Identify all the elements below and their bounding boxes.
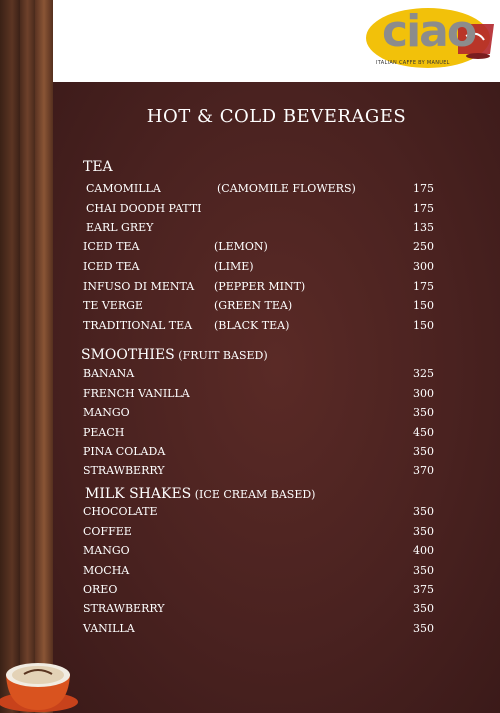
coffee-cup-image — [0, 640, 80, 713]
item-price: 370 — [413, 464, 434, 477]
menu-item — [0, 564, 500, 580]
item-price: 350 — [413, 445, 434, 458]
item-name: VANILLA — [83, 622, 135, 635]
menu-item — [0, 280, 500, 296]
section-note: (FRUIT BASED) — [174, 349, 268, 362]
menu-item — [0, 387, 500, 403]
menu-item — [0, 583, 500, 599]
menu-item — [0, 622, 500, 638]
menu-item — [0, 319, 500, 335]
menu-item — [0, 406, 500, 422]
menu-item — [0, 202, 500, 218]
section-heading — [85, 486, 315, 502]
item-price: 300 — [413, 260, 434, 273]
section-note: (ICE CREAM BASED) — [191, 488, 316, 501]
item-price: 350 — [413, 505, 434, 518]
item-name: PINA COLADA — [83, 445, 166, 458]
logo-tagline: ITALIAN CAFFE BY MANUEL — [376, 60, 450, 66]
item-description: (LIME) — [214, 260, 254, 273]
item-name: ICED TEA — [83, 260, 140, 273]
item-name: STRAWBERRY — [83, 602, 165, 615]
menu-item — [0, 544, 500, 560]
menu-item — [0, 464, 500, 480]
item-price: 150 — [413, 299, 434, 312]
item-price: 135 — [413, 221, 434, 234]
item-description: (LEMON) — [214, 240, 268, 253]
item-name: INFUSO DI MENTA — [83, 280, 195, 293]
menu-item — [0, 221, 500, 237]
section-title: TEA — [83, 159, 113, 175]
menu-item — [0, 182, 500, 198]
item-name: PEACH — [83, 426, 125, 439]
item-name: MANGO — [83, 406, 130, 419]
item-name: TRADITIONAL TEA — [83, 319, 193, 332]
section-heading — [81, 347, 268, 363]
menu-item — [0, 240, 500, 256]
item-price: 250 — [413, 240, 434, 253]
item-price: 175 — [413, 280, 434, 293]
item-description: (CAMOMILE FLOWERS) — [217, 182, 356, 195]
item-name: TE VERGE — [83, 299, 143, 312]
item-description: (GREEN TEA) — [214, 299, 293, 312]
item-price: 350 — [413, 525, 434, 538]
item-description: (BLACK TEA) — [214, 319, 290, 332]
menu-item — [0, 367, 500, 383]
item-price: 350 — [413, 564, 434, 577]
item-price: 175 — [413, 182, 434, 195]
item-name: CHAI DOODH PATTI — [86, 202, 202, 215]
menu-item — [0, 525, 500, 541]
coffee-cup-icon — [0, 640, 80, 713]
item-price: 175 — [413, 202, 434, 215]
item-price: 350 — [413, 622, 434, 635]
item-price: 325 — [413, 367, 434, 380]
item-name: ICED TEA — [83, 240, 140, 253]
menu-item — [0, 299, 500, 315]
page-title: HOT & COLD BEVERAGES — [146, 106, 407, 127]
item-price: 350 — [413, 602, 434, 615]
menu-item — [0, 602, 500, 618]
item-price: 450 — [413, 426, 434, 439]
item-name: STRAWBERRY — [83, 464, 165, 477]
menu-item — [0, 445, 500, 461]
item-description: (PEPPER MINT) — [214, 280, 306, 293]
item-name: MOCHA — [83, 564, 130, 577]
item-price: 300 — [413, 387, 434, 400]
item-price: 150 — [413, 319, 434, 332]
item-name: BANANA — [83, 367, 135, 380]
item-name: FRENCH VANILLA — [83, 387, 190, 400]
item-name: COFFEE — [83, 525, 132, 538]
section-heading — [83, 159, 113, 175]
item-name: CHOCOLATE — [83, 505, 158, 518]
item-name: MANGO — [83, 544, 130, 557]
logo-wordmark: ciao — [382, 6, 476, 57]
section-title: MILK SHAKES — [85, 486, 192, 502]
item-price: 400 — [413, 544, 434, 557]
ciao-logo — [366, 8, 494, 72]
section-title: SMOOTHIES — [81, 347, 175, 363]
item-name: CAMOMILLA — [86, 182, 161, 195]
item-name: OREO — [83, 583, 118, 596]
item-price: 350 — [413, 406, 434, 419]
menu-item — [0, 426, 500, 442]
menu-item — [0, 505, 500, 521]
menu-item — [0, 260, 500, 276]
item-name: EARL GREY — [86, 221, 154, 234]
item-price: 375 — [413, 583, 434, 596]
